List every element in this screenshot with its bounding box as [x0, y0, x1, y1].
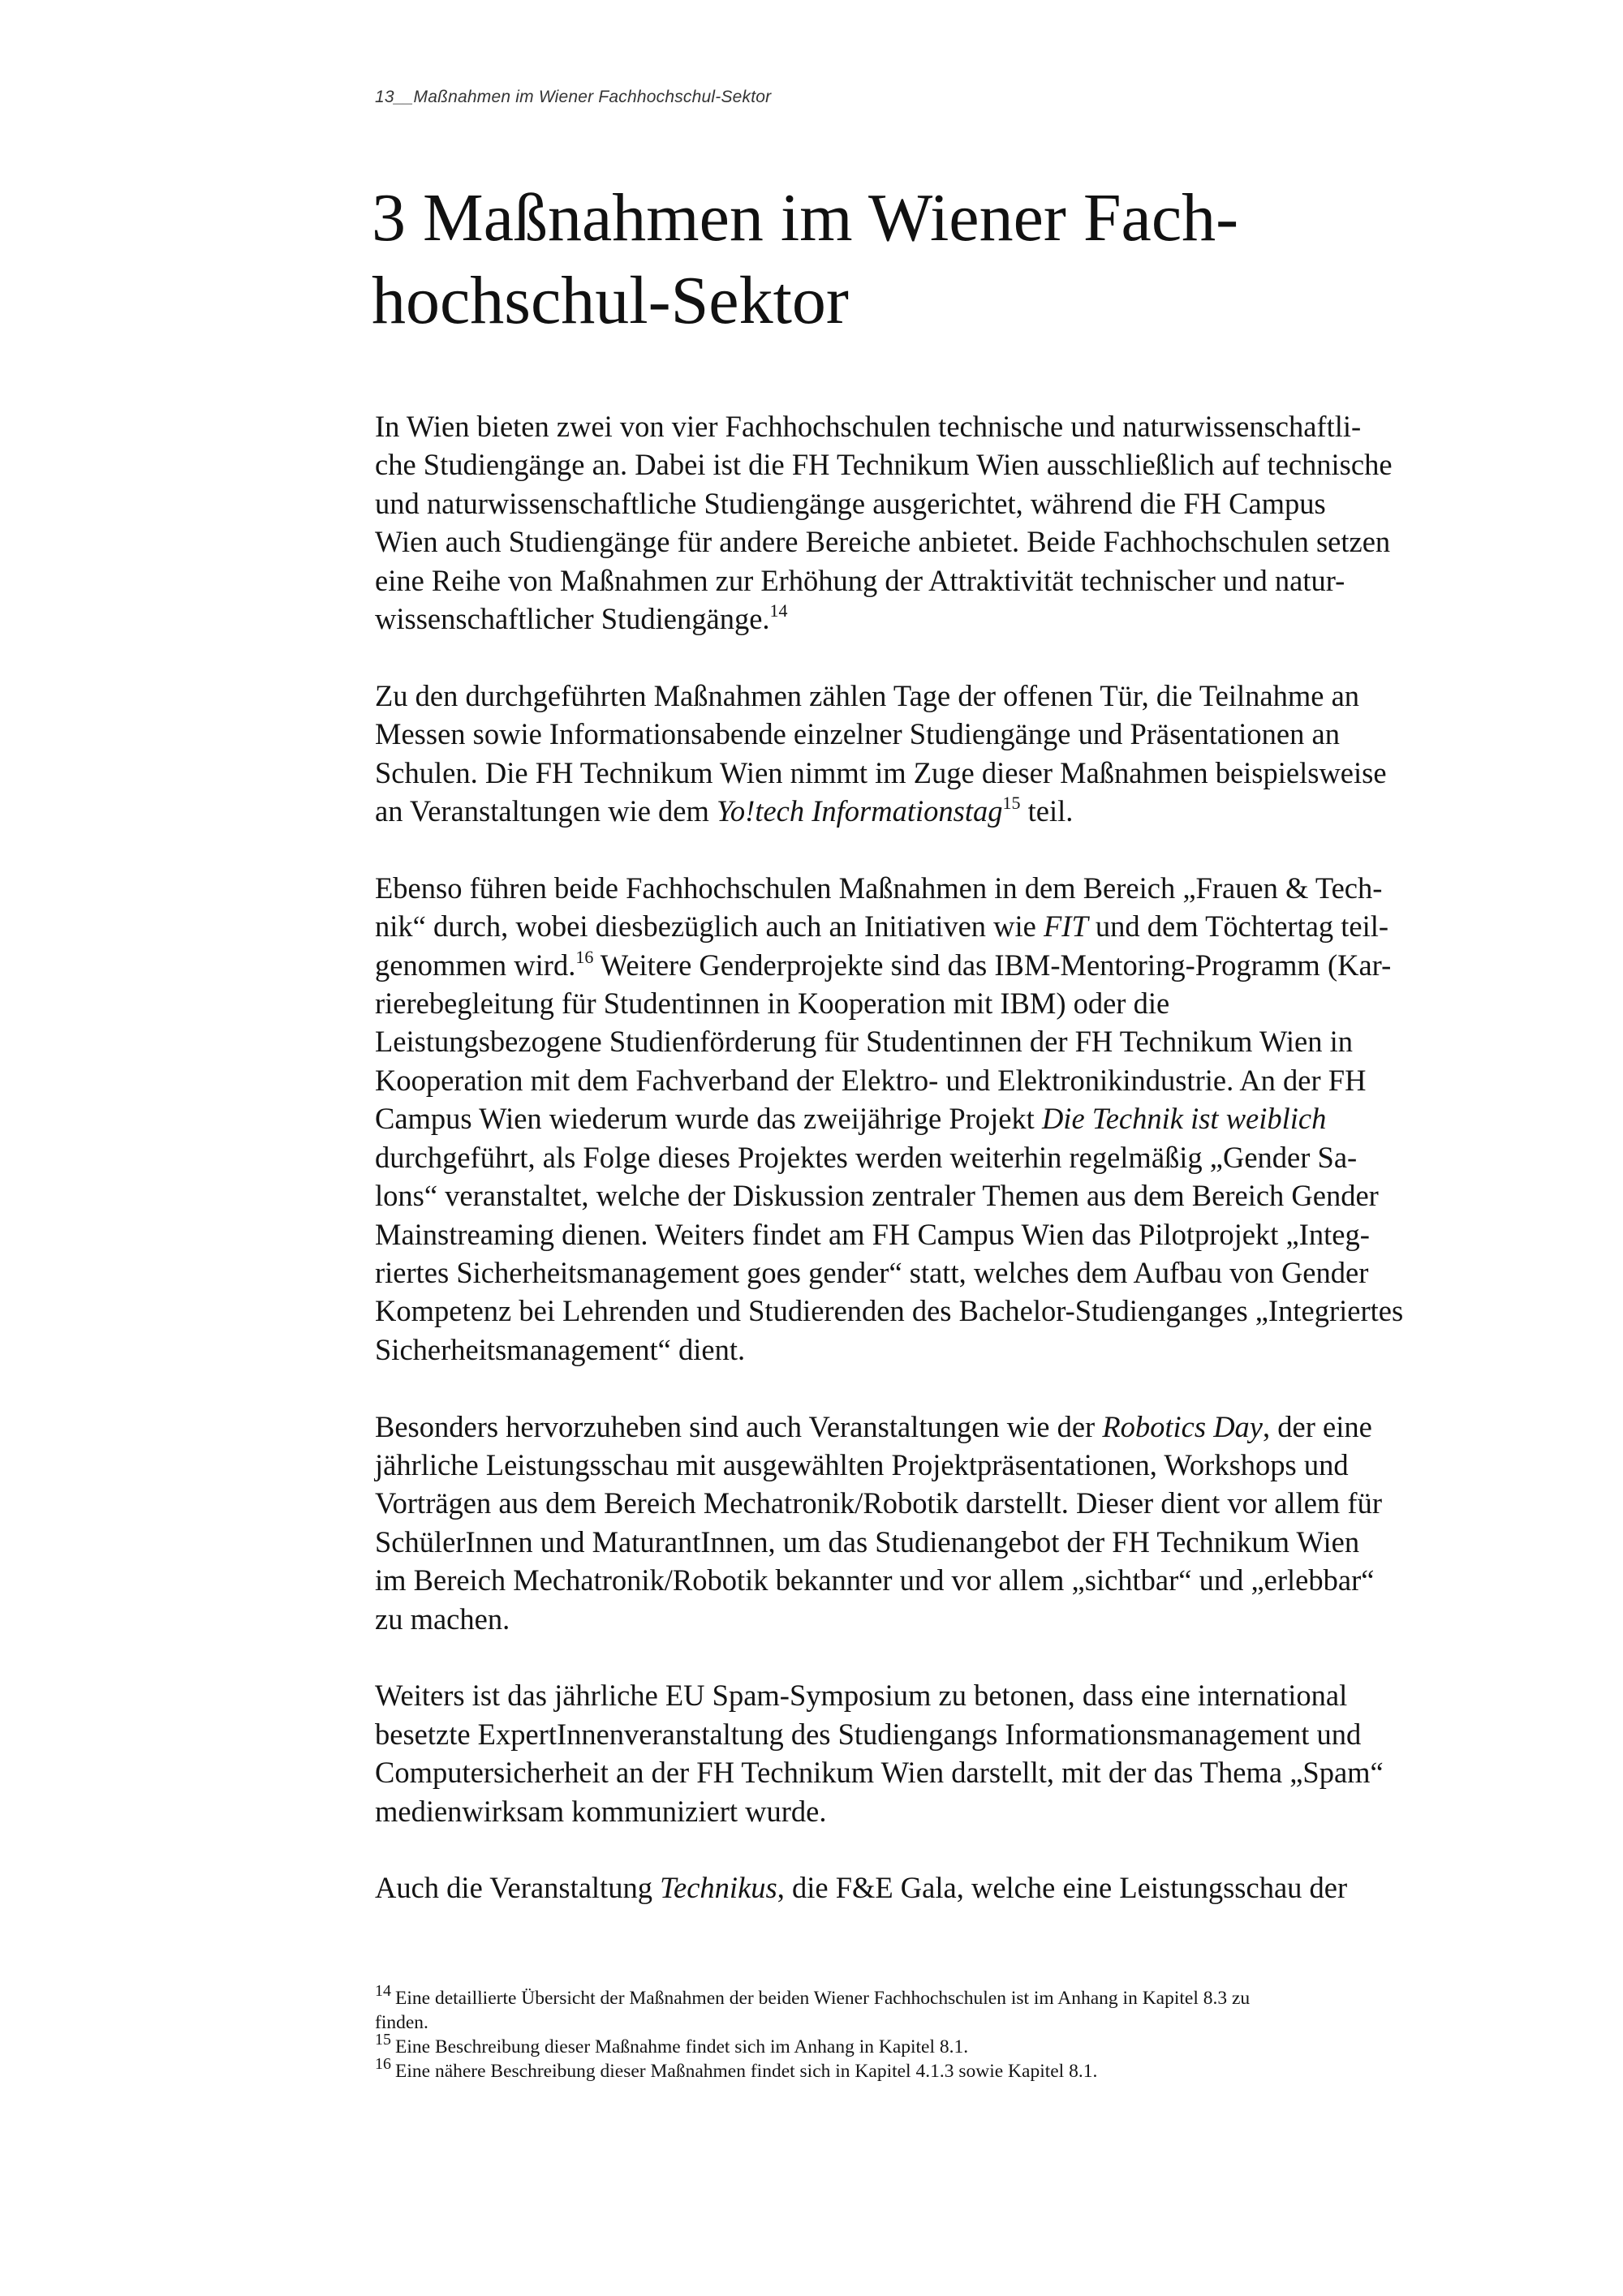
text-line: Wien auch Studiengänge für andere Bereiche anbietet. Beide Fachhochschulen setzen — [375, 525, 1391, 559]
text-line: Leistungsbezogene Studienförderung für Studentinnen der FH Technikum Wien in — [375, 1025, 1353, 1059]
paragraph-4 — [375, 1408, 1470, 1638]
text-line: im Bereich Mechatronik/Robotik bekannter und vor allem „sichtbar“ und „erlebbar“ — [375, 1563, 1375, 1597]
text-line: Messen sowie Informationsabende einzelner Studiengänge und Präsentationen an — [375, 717, 1340, 751]
footnote-line — [375, 2031, 1470, 2059]
paragraph-2 — [375, 677, 1470, 831]
text-segment: Auch die Veranstaltung — [375, 1871, 661, 1905]
text-line: In Wien bieten zwei von vier Fachhochschulen technische und naturwissenschaftli- — [375, 410, 1362, 443]
paragraph-3 — [375, 869, 1470, 1369]
text-segment: Campus Wien wiederum wurde das zweijährige Projekt — [375, 1102, 1042, 1136]
running-header: 13__Maßnahmen im Wiener Fachhochschul-Sektor — [375, 88, 772, 106]
text-line — [375, 1099, 1470, 1137]
text-line: Weiters ist das jährliche EU Spam-Symposium zu betonen, dass eine international — [375, 1679, 1348, 1713]
text-line — [375, 1408, 1470, 1446]
footnote-ref-15[interactable]: 15 — [1002, 793, 1021, 814]
footnote-number: 16 — [375, 2055, 391, 2073]
chapter-title — [372, 177, 1427, 342]
footnote-text: Eine nähere Beschreibung dieser Maßnahmen findet sich in Kapitel 4.1.3 sowie Kapitel 8.1. — [395, 2061, 1098, 2082]
text-segment: an Veranstaltungen wie dem — [375, 794, 717, 828]
text-line — [375, 1868, 1470, 1907]
text-segment: wissenschaftlicher Studiengänge. — [375, 602, 770, 636]
text-segment: genommen wird. — [375, 948, 576, 982]
text-segment: Besonders hervorzuheben sind auch Veranstaltungen wie der — [375, 1409, 1103, 1443]
chapter-title-line: hochschul-Sektor — [372, 263, 849, 338]
text-line — [375, 907, 1470, 945]
text-segment: und dem Töchtertag teil- — [1087, 909, 1389, 944]
text-line: Schulen. Die FH Technikum Wien nimmt im Zuge dieser Maßnahmen beispielsweise — [375, 755, 1387, 789]
text-line: Ebenso führen beide Fachhochschulen Maßnahmen in dem Bereich „Frauen & Tech- — [375, 871, 1383, 905]
footnote-15 — [375, 2031, 1470, 2059]
text-line: Computersicherheit an der FH Technikum Wien darstellt, mit der das Thema „Spam“ — [375, 1756, 1384, 1790]
footnote-14 — [375, 1982, 1470, 2035]
footnote-ref-14[interactable]: 14 — [769, 600, 788, 621]
text-line — [375, 600, 1470, 638]
text-segment: teil. — [1020, 794, 1074, 828]
text-line: SchülerInnen und MaturantInnen, um das Studienangebot der FH Technikum Wien — [375, 1524, 1360, 1559]
footnote-line — [375, 1982, 1470, 2010]
text-line: Kompetenz bei Lehrenden und Studierenden des Bachelor-Studienganges „Integriertes — [375, 1294, 1404, 1328]
text-segment: nik“ durch, wobei diesbezüglich auch an Initiativen wie — [375, 909, 1044, 944]
footnote-ref-16[interactable]: 16 — [575, 946, 594, 967]
text-line — [375, 792, 1470, 830]
text-line: besetzte ExpertInnenveranstaltung des Studiengangs Informationsmanagement und — [375, 1717, 1362, 1751]
footnotes — [375, 1982, 1470, 2083]
text-line: eine Reihe von Maßnahmen zur Erhöhung der Attraktivität technischer und natur- — [375, 563, 1345, 597]
text-line — [375, 946, 1470, 984]
text-line: riertes Sicherheitsmanagement goes gender“ statt, welches dem Aufbau von Gender — [375, 1255, 1369, 1289]
body-text — [375, 407, 1470, 1946]
emphasis-yotech: Yo!tech Informationstag — [716, 794, 1003, 828]
text-line: und naturwissenschaftliche Studiengänge ausgerichtet, während die FH Campus — [375, 486, 1326, 520]
text-line: lons“ veranstaltet, welche der Diskussion zentraler Themen aus dem Bereich Gender — [375, 1179, 1379, 1213]
footnote-text: Eine detaillierte Übersicht der Maßnahmen der beiden Wiener Fachhochschulen ist im Anhang in Kapitel 8.3 zu — [395, 1988, 1251, 2009]
emphasis-fit: FIT — [1044, 909, 1088, 944]
text-line: zu machen. — [375, 1602, 510, 1636]
footnote-number: 14 — [375, 1982, 391, 2000]
text-line: jährliche Leistungsschau mit ausgewählten Projektpräsentationen, Workshops und — [375, 1447, 1349, 1481]
emphasis-technikus: Technikus — [660, 1871, 777, 1905]
paragraph-5 — [375, 1676, 1470, 1830]
text-line: Mainstreaming dienen. Weiters findet am FH Campus Wien das Pilotprojekt „Integ- — [375, 1217, 1370, 1251]
footnote-16 — [375, 2055, 1470, 2083]
chapter-title-line: 3 Maßnahmen im Wiener Fach- — [372, 180, 1239, 256]
paragraph-1 — [375, 407, 1470, 638]
emphasis-technik-weiblich: Die Technik ist weiblich — [1041, 1102, 1327, 1136]
paragraph-6 — [375, 1868, 1470, 1907]
text-line: durchgeführt, als Folge dieses Projektes werden weiterhin regelmäßig „Gender Sa- — [375, 1140, 1358, 1174]
footnote-line: finden. — [375, 2012, 428, 2033]
text-line: rierebegleitung für Studentinnen in Kooperation mit IBM) oder die — [375, 987, 1170, 1021]
emphasis-robotics-day: Robotics Day — [1102, 1409, 1264, 1443]
text-segment: , der eine — [1263, 1409, 1372, 1443]
footnote-line — [375, 2055, 1470, 2083]
footnote-text: Eine Beschreibung dieser Maßnahme findet sich im Anhang in Kapitel 8.1. — [395, 2036, 969, 2057]
footnote-number: 15 — [375, 2031, 391, 2049]
text-line: medienwirksam kommuniziert wurde. — [375, 1794, 827, 1828]
text-line: Sicherheitsmanagement“ dient. — [375, 1332, 746, 1366]
text-line: Vorträgen aus dem Bereich Mechatronik/Robotik darstellt. Dieser dient vor allem für — [375, 1486, 1382, 1520]
text-segment: Weitere Genderprojekte sind das IBM-Mentoring-Programm (Kar- — [593, 948, 1392, 982]
text-line: Zu den durchgeführten Maßnahmen zählen Tage der offenen Tür, die Teilnahme an — [375, 678, 1360, 712]
text-line: che Studiengänge an. Dabei ist die FH Technikum Wien ausschließlich auf technische — [375, 448, 1393, 482]
text-segment: , die F&E Gala, welche eine Leistungsschau der — [777, 1871, 1348, 1905]
text-line: Kooperation mit dem Fachverband der Elektro- und Elektronikindustrie. An der FH — [375, 1063, 1367, 1097]
